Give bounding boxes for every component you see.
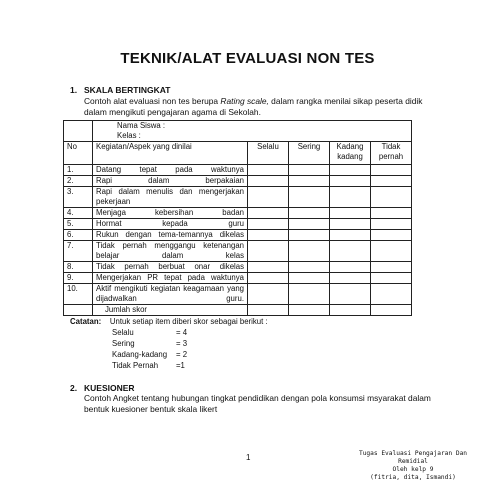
cell-kadang[interactable]	[330, 262, 371, 273]
row-no: 4.	[64, 208, 93, 219]
cell-kadang[interactable]	[330, 165, 371, 176]
cell-tidak[interactable]	[371, 187, 412, 208]
section2-number: 2.	[70, 383, 78, 393]
cell-tidak[interactable]	[371, 284, 412, 305]
row-aspek: Rapi dalam berpakaian	[93, 176, 248, 187]
row-aspek: Tidak pernah berbuat onar dikelas	[93, 262, 248, 273]
nama-siswa-label: Nama Siswa :	[93, 121, 412, 132]
page-number: 1	[246, 453, 251, 462]
cell-kadang[interactable]	[330, 273, 371, 284]
row-no: 1.	[64, 165, 93, 176]
cell-selalu[interactable]	[248, 219, 289, 230]
score-label: Sering	[112, 339, 135, 348]
cell-selalu[interactable]	[248, 176, 289, 187]
cell-kadang[interactable]	[330, 284, 371, 305]
cell-tidak[interactable]	[371, 176, 412, 187]
cell-sering[interactable]	[289, 219, 330, 230]
table-row	[64, 219, 412, 230]
cell-selalu[interactable]	[248, 208, 289, 219]
cell-kadang[interactable]	[330, 187, 371, 208]
score-item	[112, 338, 187, 349]
cell-tidak[interactable]	[371, 273, 412, 284]
row-no: 2.	[64, 176, 93, 187]
cell-kadang[interactable]	[330, 176, 371, 187]
table-row	[64, 262, 412, 273]
row-no: 9.	[64, 273, 93, 284]
score-item	[112, 360, 187, 371]
rating-scale-table	[63, 120, 412, 316]
cell-sering[interactable]	[289, 273, 330, 284]
catatan-text: Untuk setiap item diberi skor sebagai berikut :	[109, 317, 268, 326]
row-aspek: Rapi dalam menulis dan mengerjakan pekerjaan	[93, 187, 248, 208]
score-label: Selalu	[112, 328, 134, 337]
row-aspek: Hormat kepada guru	[93, 219, 248, 230]
cell-selalu[interactable]	[248, 241, 289, 262]
cell-selalu[interactable]	[248, 187, 289, 208]
cell-kadang[interactable]	[330, 208, 371, 219]
jumlah-skor-label: Jumlah skor	[93, 305, 248, 316]
cell-tidak[interactable]	[371, 208, 412, 219]
section1-title: SKALA BERTINGKAT	[84, 85, 171, 95]
table-row	[64, 284, 412, 305]
page-title: TEKNIK/ALAT EVALUASI NON TES	[120, 50, 375, 67]
header-sering: Sering	[289, 142, 330, 165]
score-item	[112, 349, 187, 360]
row-no: 10.	[64, 284, 93, 305]
jumlah-row	[64, 305, 412, 316]
section1-heading	[70, 85, 170, 95]
cell-kadang[interactable]	[330, 241, 371, 262]
cell-tidak[interactable]	[371, 262, 412, 273]
footer-line2: Oleh kelp 9	[392, 466, 434, 473]
row-no: 5.	[64, 219, 93, 230]
table-row	[64, 165, 412, 176]
footer-line3: (fitria, dita, Ismandi)	[370, 474, 456, 481]
row-no: 8.	[64, 262, 93, 273]
footer-line1: Tugas Evaluasi Pengajaran Dan Remidial	[358, 450, 468, 465]
intro-text-after: dalam rangka menilai sikap peserta didik dalam mengikuti pengajaran agama di Sekolah.	[84, 96, 423, 117]
cell-sering[interactable]	[289, 241, 330, 262]
score-label: Tidak Pernah	[112, 361, 159, 370]
footer-note	[358, 450, 468, 482]
cell-tidak[interactable]	[371, 219, 412, 230]
intro-italic: Rating scale,	[220, 96, 269, 106]
score-item	[112, 327, 187, 338]
cell-sering[interactable]	[289, 284, 330, 305]
cell-selalu[interactable]	[248, 230, 289, 241]
intro-text-before: Contoh alat evaluasi non tes berupa	[84, 96, 221, 106]
cell-tidak[interactable]	[371, 165, 412, 176]
cell-sering[interactable]	[289, 230, 330, 241]
row-aspek: Tidak pernah menggangu ketenangan belajar dalam kelas	[93, 241, 248, 262]
section1-number: 1.	[70, 85, 78, 95]
cell-selalu[interactable]	[248, 165, 289, 176]
section2-heading	[70, 383, 135, 393]
header-selalu: Selalu	[248, 142, 289, 165]
cell-kadang[interactable]	[330, 230, 371, 241]
table-row	[64, 176, 412, 187]
table-row	[64, 241, 412, 262]
cell-sering[interactable]	[289, 176, 330, 187]
score-value: = 4	[176, 328, 188, 337]
row-no: 6.	[64, 230, 93, 241]
row-aspek: Rukun dengan tema-temannya dikelas	[93, 230, 248, 241]
row-aspek: Mengerjakan PR tepat pada waktunya	[93, 273, 248, 284]
cell-sering[interactable]	[289, 262, 330, 273]
cell-sering[interactable]	[289, 165, 330, 176]
header-no: No	[64, 142, 93, 165]
cell-tidak[interactable]	[371, 230, 412, 241]
score-value: = 3	[176, 339, 188, 348]
table-row	[64, 230, 412, 241]
section2-title: KUESIONER	[84, 383, 135, 393]
table-row	[64, 273, 412, 284]
header-kadang: Kadang kadang	[330, 142, 371, 165]
cell-kadang[interactable]	[330, 219, 371, 230]
header-aspek: Kegiatan/Aspek yang dinilai	[93, 142, 248, 165]
catatan-label: Catatan:	[70, 317, 102, 326]
cell-selalu[interactable]	[248, 284, 289, 305]
cell-selalu[interactable]	[248, 262, 289, 273]
row-aspek: Aktif mengikuti kegiatan keagamaan yang dijadwalkan guru.	[93, 284, 248, 305]
score-value: = 2	[176, 350, 188, 359]
table-header-row	[64, 142, 412, 165]
cell-sering[interactable]	[289, 208, 330, 219]
table-row	[64, 208, 412, 219]
row-aspek: Datang tepat pada waktunya	[93, 165, 248, 176]
table-row	[64, 187, 412, 208]
kelas-label: Kelas :	[93, 131, 412, 142]
row-no: 3.	[64, 187, 93, 208]
table-body	[64, 165, 412, 305]
score-label: Kadang-kadang	[112, 350, 168, 359]
section1-intro	[84, 96, 444, 118]
score-list	[112, 327, 187, 371]
cell-selalu[interactable]	[248, 273, 289, 284]
cell-sering[interactable]	[289, 187, 330, 208]
cell-tidak[interactable]	[371, 241, 412, 262]
section2-text: Contoh Angket tentang hubungan tingkat pendidikan dengan pola konsumsi msyarakat dalam bentuk kuesioner bentuk skala likert	[84, 393, 431, 414]
row-no: 7.	[64, 241, 93, 262]
catatan	[70, 317, 268, 326]
row-aspek: Menjaga kebersihan badan	[93, 208, 248, 219]
header-tidak: Tidak pernah	[371, 142, 412, 165]
score-value: =1	[176, 361, 185, 370]
